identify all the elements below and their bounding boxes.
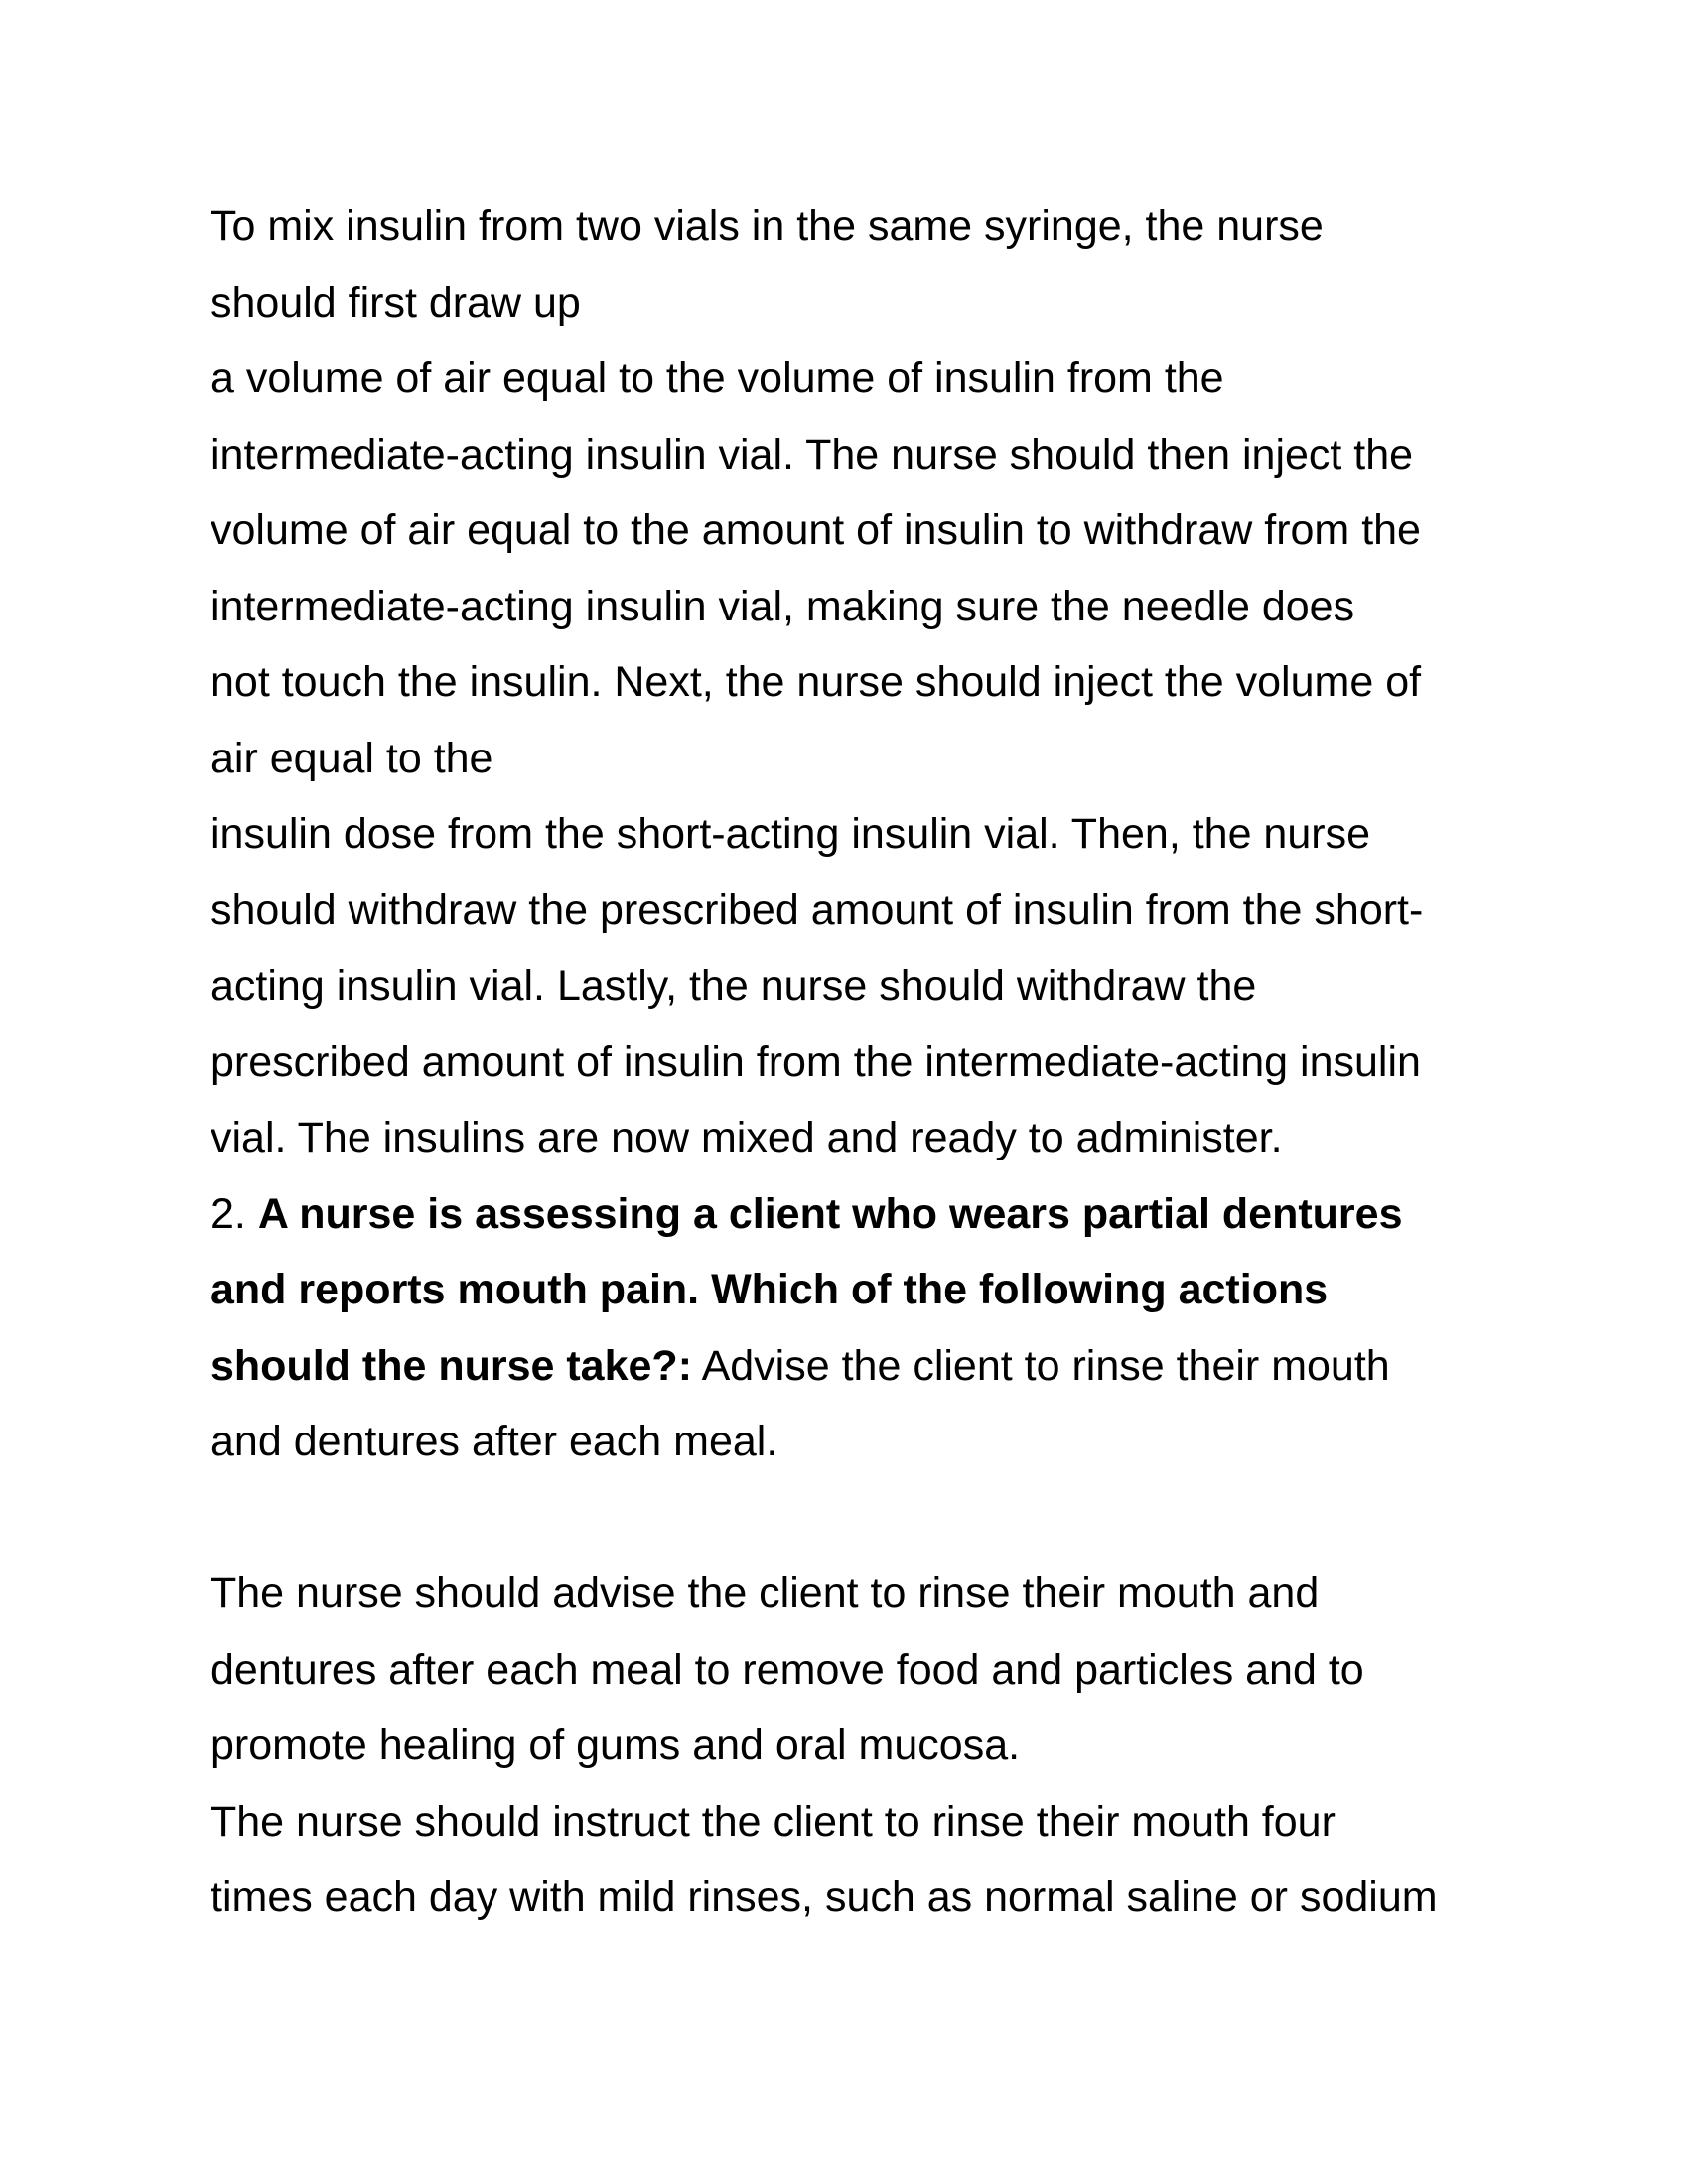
question-line bbox=[211, 1176, 1501, 1253]
text-line: not touch the insulin. Next, the nurse should inject the volume of bbox=[211, 658, 1422, 706]
text-line: volume of air equal to the amount of insulin to withdraw from the bbox=[211, 506, 1421, 554]
text-line: dentures after each meal to remove food and particles and to bbox=[211, 1645, 1364, 1694]
text-line: The nurse should advise the client to rinse their mouth and bbox=[211, 1570, 1320, 1617]
text-line: should withdraw the prescribed amount of insulin from the short- bbox=[211, 886, 1424, 934]
question-text: should the nurse take?: bbox=[211, 1341, 693, 1390]
text-line: intermediate-acting insulin vial, making sure the needle does bbox=[211, 582, 1355, 630]
question-line: and reports mouth pain. Which of the following actions bbox=[211, 1266, 1329, 1313]
text-line: prescribed amount of insulin from the intermediate-acting insulin bbox=[211, 1037, 1421, 1086]
text-line: insulin dose from the short-acting insulin vial. Then, the nurse bbox=[211, 810, 1370, 858]
text-line: a volume of air equal to the volume of insulin from the bbox=[211, 354, 1224, 402]
text-line: times each day with mild rinses, such as normal saline or sodium bbox=[211, 1873, 1438, 1921]
text-line: The nurse should instruct the client to rinse their mouth four bbox=[211, 1797, 1336, 1845]
text-line: promote healing of gums and oral mucosa. bbox=[211, 1721, 1021, 1769]
answer-line: and dentures after each meal. bbox=[211, 1418, 778, 1465]
text-line: vial. The insulins are now mixed and ready to administer. bbox=[211, 1114, 1283, 1161]
question-text: A nurse is assessing a client who wears partial dentures bbox=[257, 1189, 1403, 1238]
question-line bbox=[211, 1328, 1501, 1405]
text-line: acting insulin vial. Lastly, the nurse should withdraw the bbox=[211, 962, 1257, 1010]
text-line: To mix insulin from two vials in the same syringe, the nurse bbox=[211, 203, 1324, 250]
answer-text: Advise the client to rinse their mouth bbox=[692, 1341, 1390, 1390]
text-line: intermediate-acting insulin vial. The nurse should then inject the bbox=[211, 430, 1414, 478]
text-line: should first draw up bbox=[211, 278, 581, 327]
document-body bbox=[211, 189, 1501, 1936]
question-number: 2. bbox=[211, 1189, 258, 1238]
text-line: air equal to the bbox=[211, 734, 493, 782]
paragraph-spacer bbox=[211, 1480, 1501, 1557]
